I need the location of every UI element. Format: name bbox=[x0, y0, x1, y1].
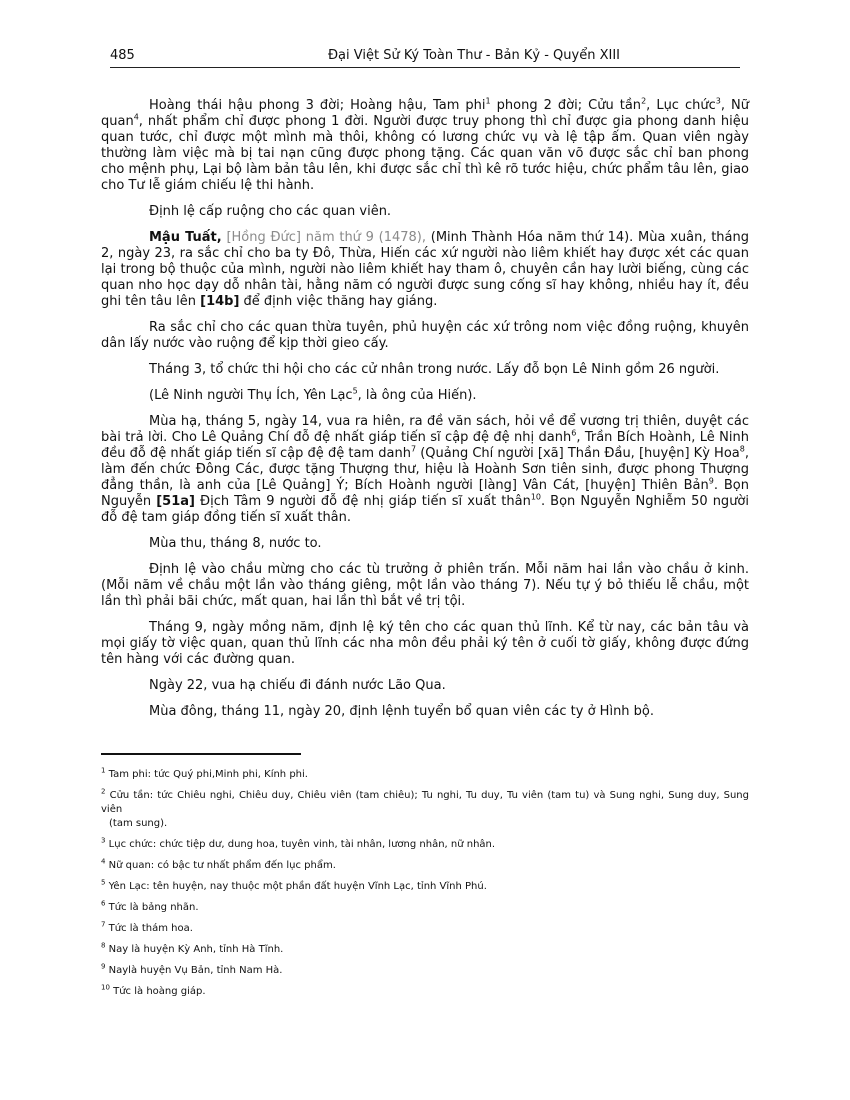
footnote-ref[interactable]: 2 bbox=[641, 96, 647, 106]
running-title: Đại Việt Sử Ký Toàn Thư - Bản Kỷ - Quyển XIII bbox=[327, 48, 620, 63]
footnote bbox=[101, 859, 749, 873]
footnote-ref[interactable]: 6 bbox=[571, 428, 577, 438]
paragraph bbox=[101, 98, 749, 194]
footnote-text: Tức là hoàng giáp. bbox=[113, 986, 206, 997]
footnote-text: Nữ quan: có bậc tư nhất phẩm đến lục phẩm. bbox=[108, 860, 336, 871]
footnote-text: Yên Lạc: tên huyện, nay thuộc một phần đất huyện Vĩnh Lạc, tỉnh Vĩnh Phú. bbox=[108, 881, 487, 892]
paragraph: Định lệ cấp ruộng cho các quan viên. bbox=[149, 204, 392, 219]
footnote bbox=[101, 985, 749, 999]
text-run: . Bọn Nguyễn bbox=[101, 478, 749, 509]
paragraph bbox=[101, 388, 749, 404]
footnote bbox=[101, 964, 749, 978]
text-run: , Nữ quan bbox=[101, 98, 749, 129]
text-run: , làm đến chức Đông Các, được tặng Thượng thư, hiệu là Hoành Sơn tiên sinh, được phong Thượng đẳng thần, là anh của [Lê Quảng] Ý; Bích Hoành người [làng] Vân Cát, [huyện] Thiên Bản bbox=[101, 446, 749, 493]
footnote-number: 6 bbox=[101, 899, 106, 908]
text-run: , Lục chức bbox=[646, 98, 716, 113]
footnote-number: 10 bbox=[101, 983, 110, 992]
footnote-ref[interactable]: 9 bbox=[708, 476, 714, 486]
footnote-text: Cửu tần: tức Chiêu nghi, Chiêu duy, Chiêu viên (tam chiêu); Tu nghi, Tu duy, Tu viên (tam tu) và Sung nghi, Sung duy, Sung viên bbox=[101, 790, 749, 815]
text-run: (Quảng Chí người [xã] Thần Đầu, [huyện] Kỳ Hoa bbox=[416, 446, 740, 461]
body-text bbox=[101, 98, 749, 730]
year-heading: Mậu Tuất, bbox=[149, 230, 222, 245]
text-run: Mùa hạ, tháng 5, ngày 14, vua ra hiên, ra đề văn sách, hỏi về để vương trị thiên, duyệt các bài trả lời. Cho Lê Quảng Chí đỗ đệ nhất giáp tiến sĩ cập đệ đệ nhị danh bbox=[101, 414, 749, 445]
footnote-text: Tức là bảng nhãn. bbox=[108, 902, 199, 913]
footnote-number: 1 bbox=[101, 766, 106, 775]
footnote-ref[interactable]: 7 bbox=[410, 444, 417, 454]
paragraph: Ngày 22, vua hạ chiếu đi đánh nước Lão Qua. bbox=[149, 678, 446, 693]
footnote bbox=[101, 880, 749, 894]
footnote-number: 7 bbox=[101, 920, 106, 929]
text-run: . Bọn Nguyễn Nghiễm 50 người đỗ đệ tam giáp đồng tiến sĩ xuất thân. bbox=[101, 494, 749, 525]
text-run: Hoàng thái hậu phong 3 đời; Hoàng hậu, Tam phi bbox=[149, 98, 486, 113]
text-run: Địch Tâm 9 người đỗ đệ nhị giáp tiến sĩ xuất thân bbox=[194, 494, 531, 509]
footnote-number: 4 bbox=[101, 857, 106, 866]
paragraph: Định lệ vào chầu mừng cho các tù trưởng ở phiên trấn. Mỗi năm hai lần vào chầu ở kinh. (Mỗi năm về chầu một lần vào tháng giêng, một lần vào tháng 7). Nếu tự ý bỏ thiếu lễ chầu, một lần thì phải bãi chức, mất quan, hai lần thì bắt về trị tội. bbox=[101, 562, 749, 609]
footnote-number: 3 bbox=[101, 836, 106, 845]
footnote-divider bbox=[101, 753, 301, 755]
text-run: , nhất phẩm chỉ được phong 1 đời. Người được truy phong thì chỉ được gia phong danh hiệu quan tước, chỉ được một mình mà thôi, không có lương chức vụ và lệ tập ấm. Quan viên ngày thường làm việc mà bị tai nạn cũng được phong tặng. Các quan văn võ được sắc chỉ ban phong cho mệnh phụ, Lại bộ làm bản tâu lên, khi được sắc chỉ thì kê rõ tước hiệu, chức phẩm tâu lên, giao cho Tư lễ giám chiếu lệ thi hành. bbox=[101, 114, 749, 193]
page-number: 485 bbox=[110, 48, 135, 63]
folio-marker: [51a] bbox=[156, 494, 195, 509]
footnote bbox=[101, 922, 749, 936]
paragraph: Tháng 3, tổ chức thi hội cho các cử nhân trong nước. Lấy đỗ bọn Lê Ninh gồm 26 người. bbox=[149, 362, 720, 377]
footnote-text: Tức là thám hoa. bbox=[108, 923, 193, 934]
footnote-text: Lục chức: chức tiệp dư, dung hoa, tuyên vinh, tài nhân, lương nhân, nữ nhân. bbox=[108, 839, 496, 850]
footnote-ref[interactable]: 3 bbox=[715, 96, 721, 106]
text-run: để định việc thăng hay giáng. bbox=[239, 294, 438, 309]
footnote bbox=[101, 943, 749, 957]
footnotes bbox=[101, 768, 749, 1006]
footnote-number: 8 bbox=[101, 941, 106, 950]
footnote-number: 2 bbox=[101, 787, 106, 796]
text-run: (Lê Ninh người Thụ Ích, Yên Lạc bbox=[149, 388, 353, 403]
text-run: , là ông của Hiến). bbox=[357, 388, 477, 403]
paragraph: Mùa thu, tháng 8, nước to. bbox=[149, 536, 322, 551]
footnote bbox=[101, 768, 749, 782]
paragraph: Tháng 9, ngày mồng năm, định lệ ký tên cho các quan thủ lĩnh. Kể từ nay, các bản tâu và mọi giấy tờ việc quan, quan thủ lĩnh các nha môn đều phải ký tên ở cuối tờ giấy, không được đứng tên hàng với các đường quan. bbox=[101, 620, 749, 667]
footnote-number: 5 bbox=[101, 878, 106, 887]
text-run: (Minh Thành Hóa năm thứ 14). Mùa xuân, tháng 2, ngày 23, ra sắc chỉ cho ba ty Đô, Thừa, Hiến các xứ người nào liêm khiết hay được xét các quan lại trong bộ thuộc của mình, người nào liêm khiết hay tham ô, chuyên cần hay lười biếng, cùng các quan nho học dạy dỗ nhân tài, hằng năm có người được sung cống sĩ hay không, nhiều hay ít, đều ghi tên tâu lên bbox=[101, 230, 750, 309]
footnote bbox=[101, 838, 749, 852]
footnote bbox=[101, 789, 749, 831]
paragraph: Mùa đông, tháng 11, ngày 20, định lệnh tuyển bổ quan viên các ty ở Hình bộ. bbox=[149, 704, 655, 719]
footnote-text: Tam phi: tức Quý phi,Minh phi, Kính phi. bbox=[108, 769, 308, 780]
footnote-text: Nay là huyện Kỳ Anh, tỉnh Hà Tĩnh. bbox=[108, 944, 284, 955]
folio-marker: [14b] bbox=[200, 294, 240, 309]
text-run: phong 2 đời; Cửu tần bbox=[490, 98, 642, 113]
footnote bbox=[101, 901, 749, 915]
page-header bbox=[110, 48, 740, 68]
reign-year: [Hồng Đức] năm thứ 9 (1478), bbox=[221, 230, 427, 245]
footnote-ref[interactable]: 5 bbox=[352, 386, 358, 396]
paragraph: Ra sắc chỉ cho các quan thừa tuyên, phủ huyện các xứ trông nom việc đồng ruộng, khuyên dân lấy nước vào ruộng để kịp thời gieo cấy. bbox=[101, 320, 749, 351]
paragraph bbox=[101, 230, 749, 310]
footnote-ref[interactable]: 1 bbox=[485, 96, 491, 106]
footnote-ref[interactable]: 4 bbox=[133, 112, 139, 122]
text-run: , Trần Bích Hoành, Lê Ninh đều đỗ đệ nhất giáp tiến sĩ cập đệ đệ tam danh bbox=[101, 430, 749, 461]
paragraph bbox=[101, 414, 749, 526]
footnote-text: Naylà huyện Vụ Bản, tỉnh Nam Hà. bbox=[108, 965, 283, 976]
footnote-number: 9 bbox=[101, 962, 106, 971]
footnote-ref[interactable]: 10 bbox=[530, 492, 541, 502]
footnote-text-continued: (tam sung). bbox=[109, 818, 168, 829]
footnote-ref[interactable]: 8 bbox=[739, 444, 745, 454]
